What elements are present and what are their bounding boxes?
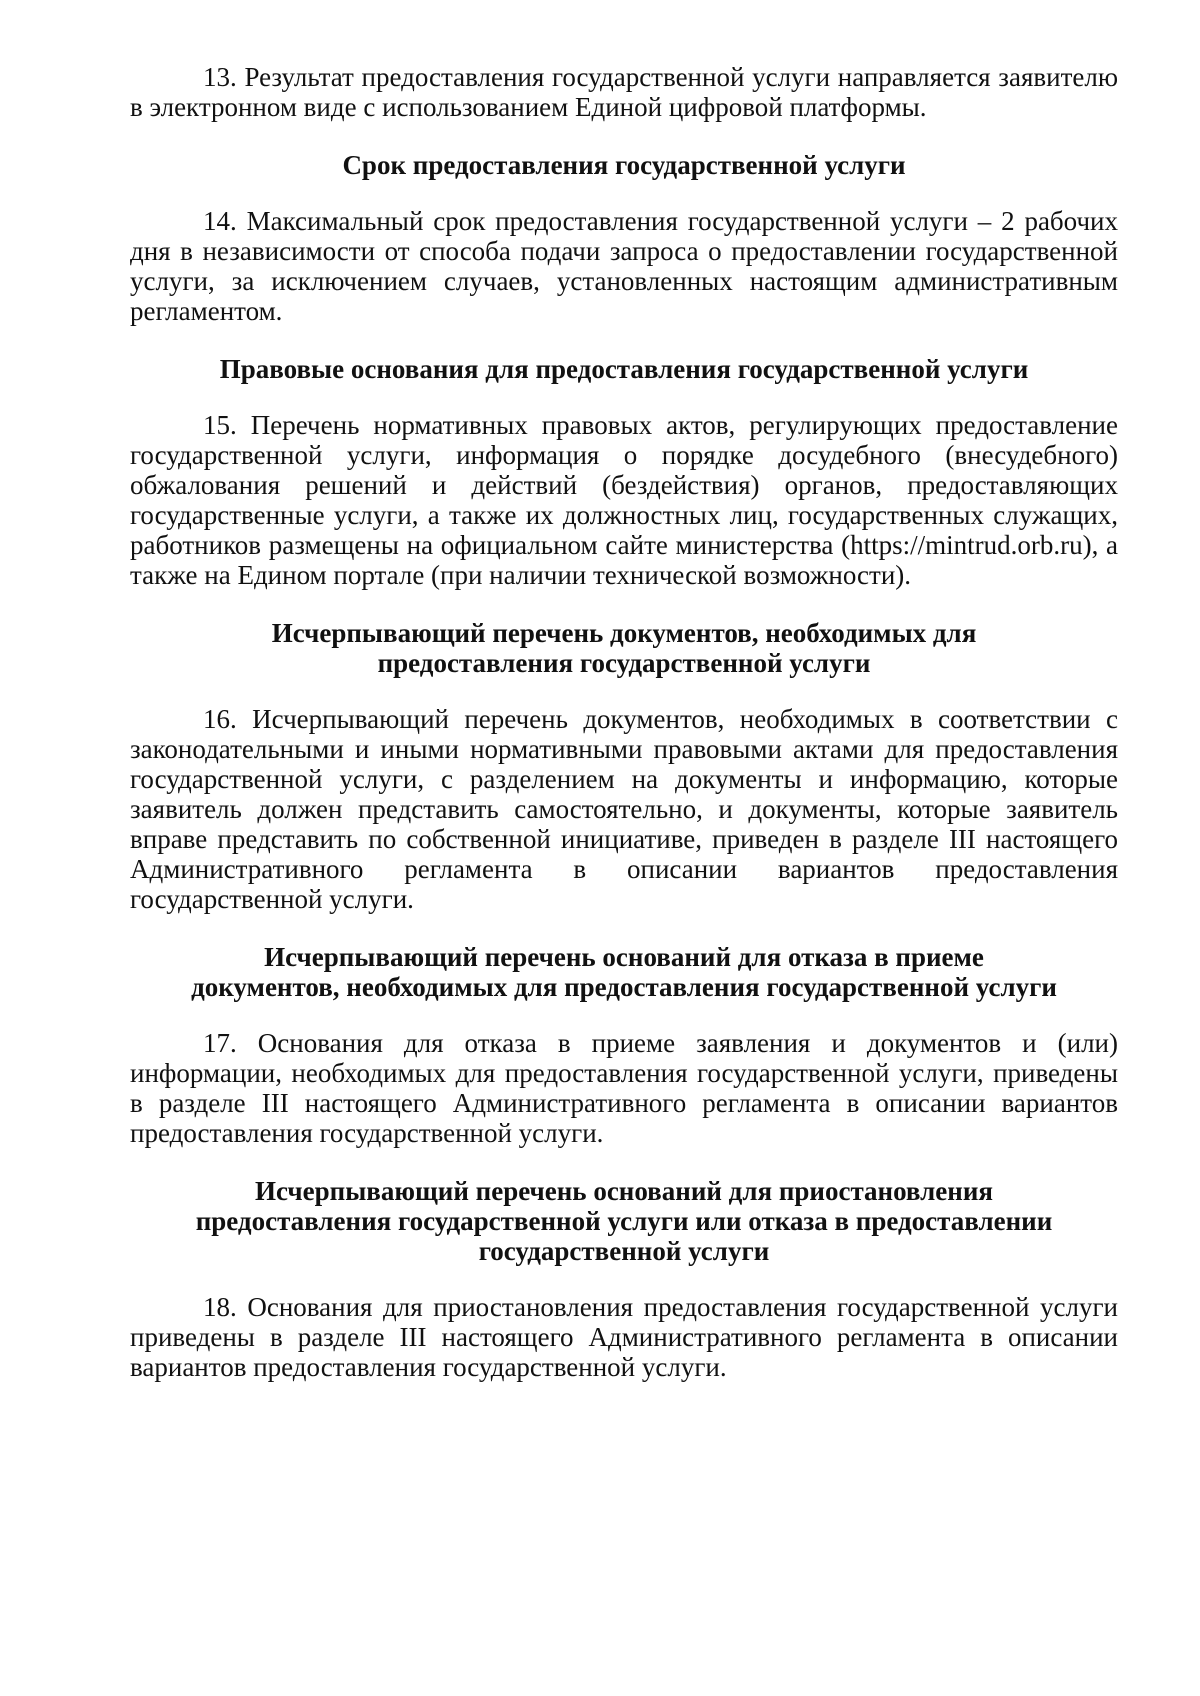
paragraph-13: 13. Результат предоставления государственной услуги направляется заявителю в электронном виде с использованием Единой цифровой платформы. (130, 62, 1118, 122)
document-page (130, 62, 1118, 1382)
paragraph-16: 16. Исчерпывающий перечень документов, необходимых в соответствии с законодательными и иными нормативными правовыми актами для предоставления государственной услуги, с разделением на документы и информацию, которые заявитель должен представить самостоятельно, и документы, которые заявитель вправе представить по собственной инициативе, приведен в разделе III настоящего Административного регламента в описании вариантов предоставления государственной услуги. (130, 704, 1118, 914)
paragraph-15: 15. Перечень нормативных правовых актов, регулирующих предоставление государственной услуги, информация о порядке досудебного (внесудебного) обжалования решений и действий (бездействия) органов, предоставляющих государственные услуги, а также их должностных лиц, государственных служащих, работников размещены на официальном сайте министерства (https://mintrud.orb.ru), а также на Едином портале (при наличии технической возможности). (130, 410, 1118, 590)
paragraph-18: 18. Основания для приостановления предоставления государственной услуги приведены в разделе III настоящего Административного регламента в описании вариантов предоставления государственной услуги. (130, 1292, 1118, 1382)
heading-documents-list: Исчерпывающий перечень документов, необходимых для предоставления государственной услуги (271, 618, 977, 678)
heading-refusal-grounds: Исчерпывающий перечень оснований для отказа в приеме документов, необходимых для предоставления государственной услуги (191, 942, 1057, 1002)
heading-service-term: Срок предоставления государственной услуги (342, 150, 906, 180)
paragraph-14: 14. Максимальный срок предоставления государственной услуги – 2 рабочих дня в независимости от способа подачи запроса о предоставлении государственной услуги, за исключением случаев, установленных настоящим административным регламентом. (130, 206, 1118, 326)
heading-legal-grounds: Правовые основания для предоставления государственной услуги (219, 354, 1029, 384)
paragraph-17: 17. Основания для отказа в приеме заявления и документов и (или) информации, необходимых для предоставления государственной услуги, приведены в разделе III настоящего Административного регламента в описании вариантов предоставления государственной услуги. (130, 1028, 1118, 1148)
heading-suspension-grounds: Исчерпывающий перечень оснований для приостановления предоставления государственной услуги или отказа в предоставлении государственной услуги (195, 1176, 1053, 1266)
